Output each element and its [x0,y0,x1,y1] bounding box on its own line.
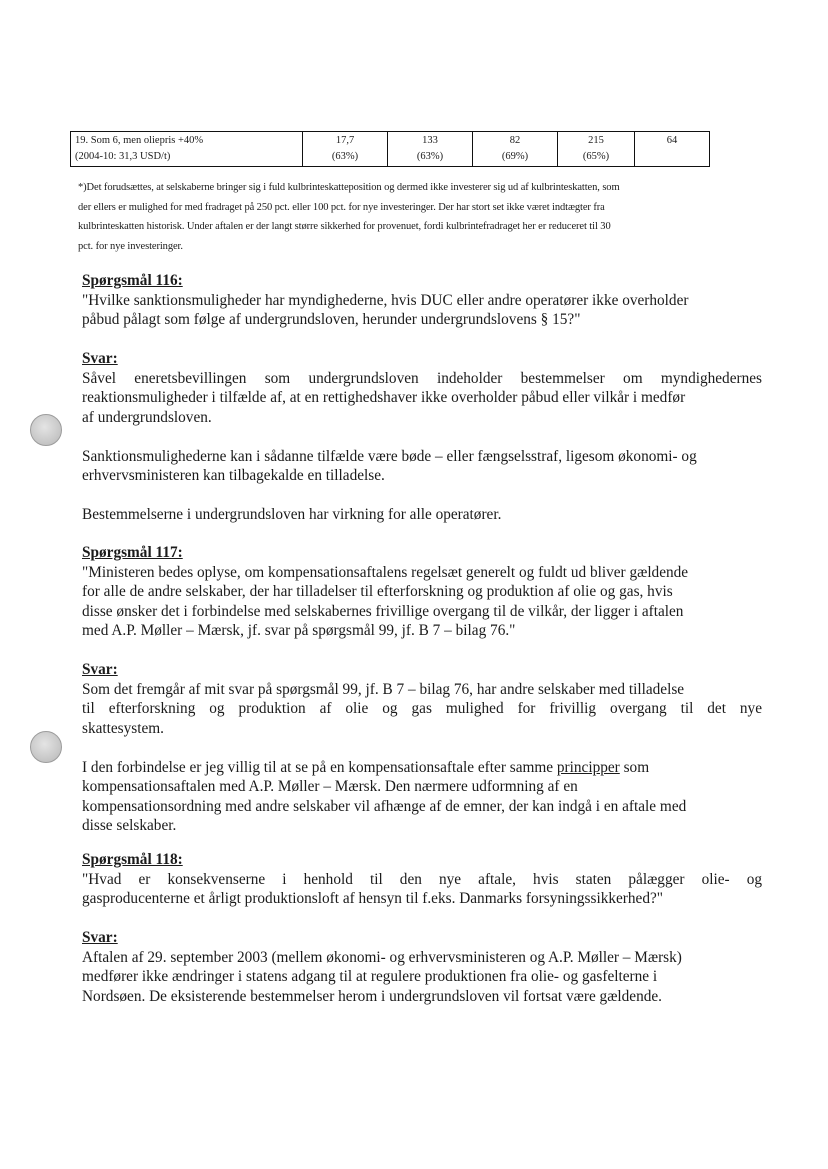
value-cell [635,132,710,167]
row-label-line: 19. Som 6, men oliepris +40% [75,135,204,146]
underlined-word: principper [556,758,620,776]
value-cell [558,132,635,167]
question-text: med A.P. Møller – Mærsk, jf. svar på spørgsmål 99, jf. B 7 – bilag 76." [82,622,516,639]
row-label-line: (2004-10: 31,3 USD/t) [75,151,171,162]
cell-value: 215 [588,135,604,146]
answer-text: Aftalen af 29. september 2003 (mellem økonomi- og erhvervsministeren og A.P. Møller – Mærsk) [82,948,682,966]
answer-text: disse selskaber. [82,817,177,834]
cell-value: 82 [509,135,521,146]
question-116 [82,271,762,525]
cell-value: 133 [422,135,438,146]
answer-text: medfører ikke ændringer i statens adgang til at regulere produktionen fra olie- og gasfelterne i [82,968,658,985]
value-cell [473,132,558,167]
answer-heading: Svar: [82,350,118,367]
question-text: disse ønsker det i forbindelse med selskabernes frivillige overgang til de vilkår, der ligger i aftalen [82,602,684,620]
answer-text: erhvervsministeren kan tilbagekalde en tilladelse. [82,467,385,484]
question-text: påbud pålagt som følge af undergrundsloven, herunder undergrundslovens § 15?" [82,311,581,328]
answer-heading: Svar: [82,661,118,678]
question-text: "Ministeren bedes oplyse, om kompensationsaftalens regelsæt generelt og fuldt ud bliver gældende [82,563,689,581]
question-117 [82,543,762,836]
answer-text: af undergrundsloven. [82,408,212,426]
table-row [71,132,710,167]
question-118 [82,850,762,1006]
footnote-line: *)Det forudsættes, at selskaberne bringer sig i fuld kulbrinteskatteposition og dermed ikke investerer sig ud af kulbrinteskatten, som [78,182,620,193]
punch-hole-bottom [30,731,62,763]
cell-share: (63%) [416,151,444,162]
question-text: gasproducenterne et årligt produktionsloft af hensyn til f.eks. Danmarks forsyningssikkerhed?" [82,890,664,907]
cell-share: (63%) [331,151,359,162]
cell-share: (65%) [582,151,610,162]
question-text: "Hvilke sanktionsmuligheder har myndighederne, hvis DUC eller andre operatører ikke overholder [82,291,689,309]
answer-text: skattesystem. [82,719,164,737]
question-heading: Spørgsmål 117: [82,544,183,561]
cell-share: (69%) [501,151,529,162]
question-text: "Hvad er konsekvenserne i henhold til den nye aftale, hvis staten pålægger olie- og [82,870,762,888]
answer-text: reaktionsmuligheder i tilfælde af, at en rettighedshaver ikke overholder påbud eller vilkår i medfør [82,389,686,406]
value-cell [303,132,388,167]
answer-text: Såvel eneretsbevillingen som undergrundsloven indeholder bestemmelser om myndighedernes [82,369,762,387]
answer-text-fragment: som [619,758,650,776]
answer-text: Som det fremgår af mit svar på spørgsmål 99, jf. B 7 – bilag 76, har andre selskaber med tilladelse [82,680,685,698]
scenario-table [70,131,710,167]
cell-value: 17,7 [335,135,355,146]
punch-hole-top [30,414,62,446]
value-cell [388,132,473,167]
answer-text: kompensationsordning med andre selskaber vil afhænge af de emner, der kan indgå i en aftale med [82,797,687,815]
row-label-cell [71,132,303,167]
answer-text: Sanktionsmulighederne kan i sådanne tilfælde være bøde – eller fængselsstraf, ligesom økonomi- og [82,447,697,465]
question-heading: Spørgsmål 118: [82,851,183,868]
footnote-line: der ellers er mulighed for med fradraget på 250 pct. eller 100 pct. for nye investeringer. Der har stort set ikke været indtægter fra [78,201,605,213]
answer-text: til efterforskning og produktion af olie og gas mulighed for frivillig overgang til det nye [82,700,762,717]
footnote-line: pct. for nye investeringer. [78,240,183,252]
answer-text [82,758,762,778]
cell-value: 64 [666,135,678,146]
answer-heading: Svar: [82,929,118,946]
footnote-line: kulbrinteskatten historisk. Under aftalen er der langt større sikkerhed for provenuet, fordi kulbrintefradraget her er reduceret til 30 [78,221,611,232]
answer-text: kompensationsaftalen med A.P. Møller – Mærsk. Den nærmere udformning af en [82,778,578,795]
answer-text: Bestemmelserne i undergrundsloven har virkning for alle operatører. [82,506,502,523]
question-heading: Spørgsmål 116: [82,272,183,289]
question-text: for alle de andre selskaber, der har tilladelser til efterforskning og produktion af olie og gas, hvis [82,583,673,600]
table-footnote [78,178,768,256]
answer-text: Nordsøen. De eksisterende bestemmelser herom i undergrundsloven vil fortsat være gældende. [82,987,663,1005]
answer-text-fragment: I den forbindelse er jeg villig til at se på en kompensationsaftale efter samme [82,758,557,776]
